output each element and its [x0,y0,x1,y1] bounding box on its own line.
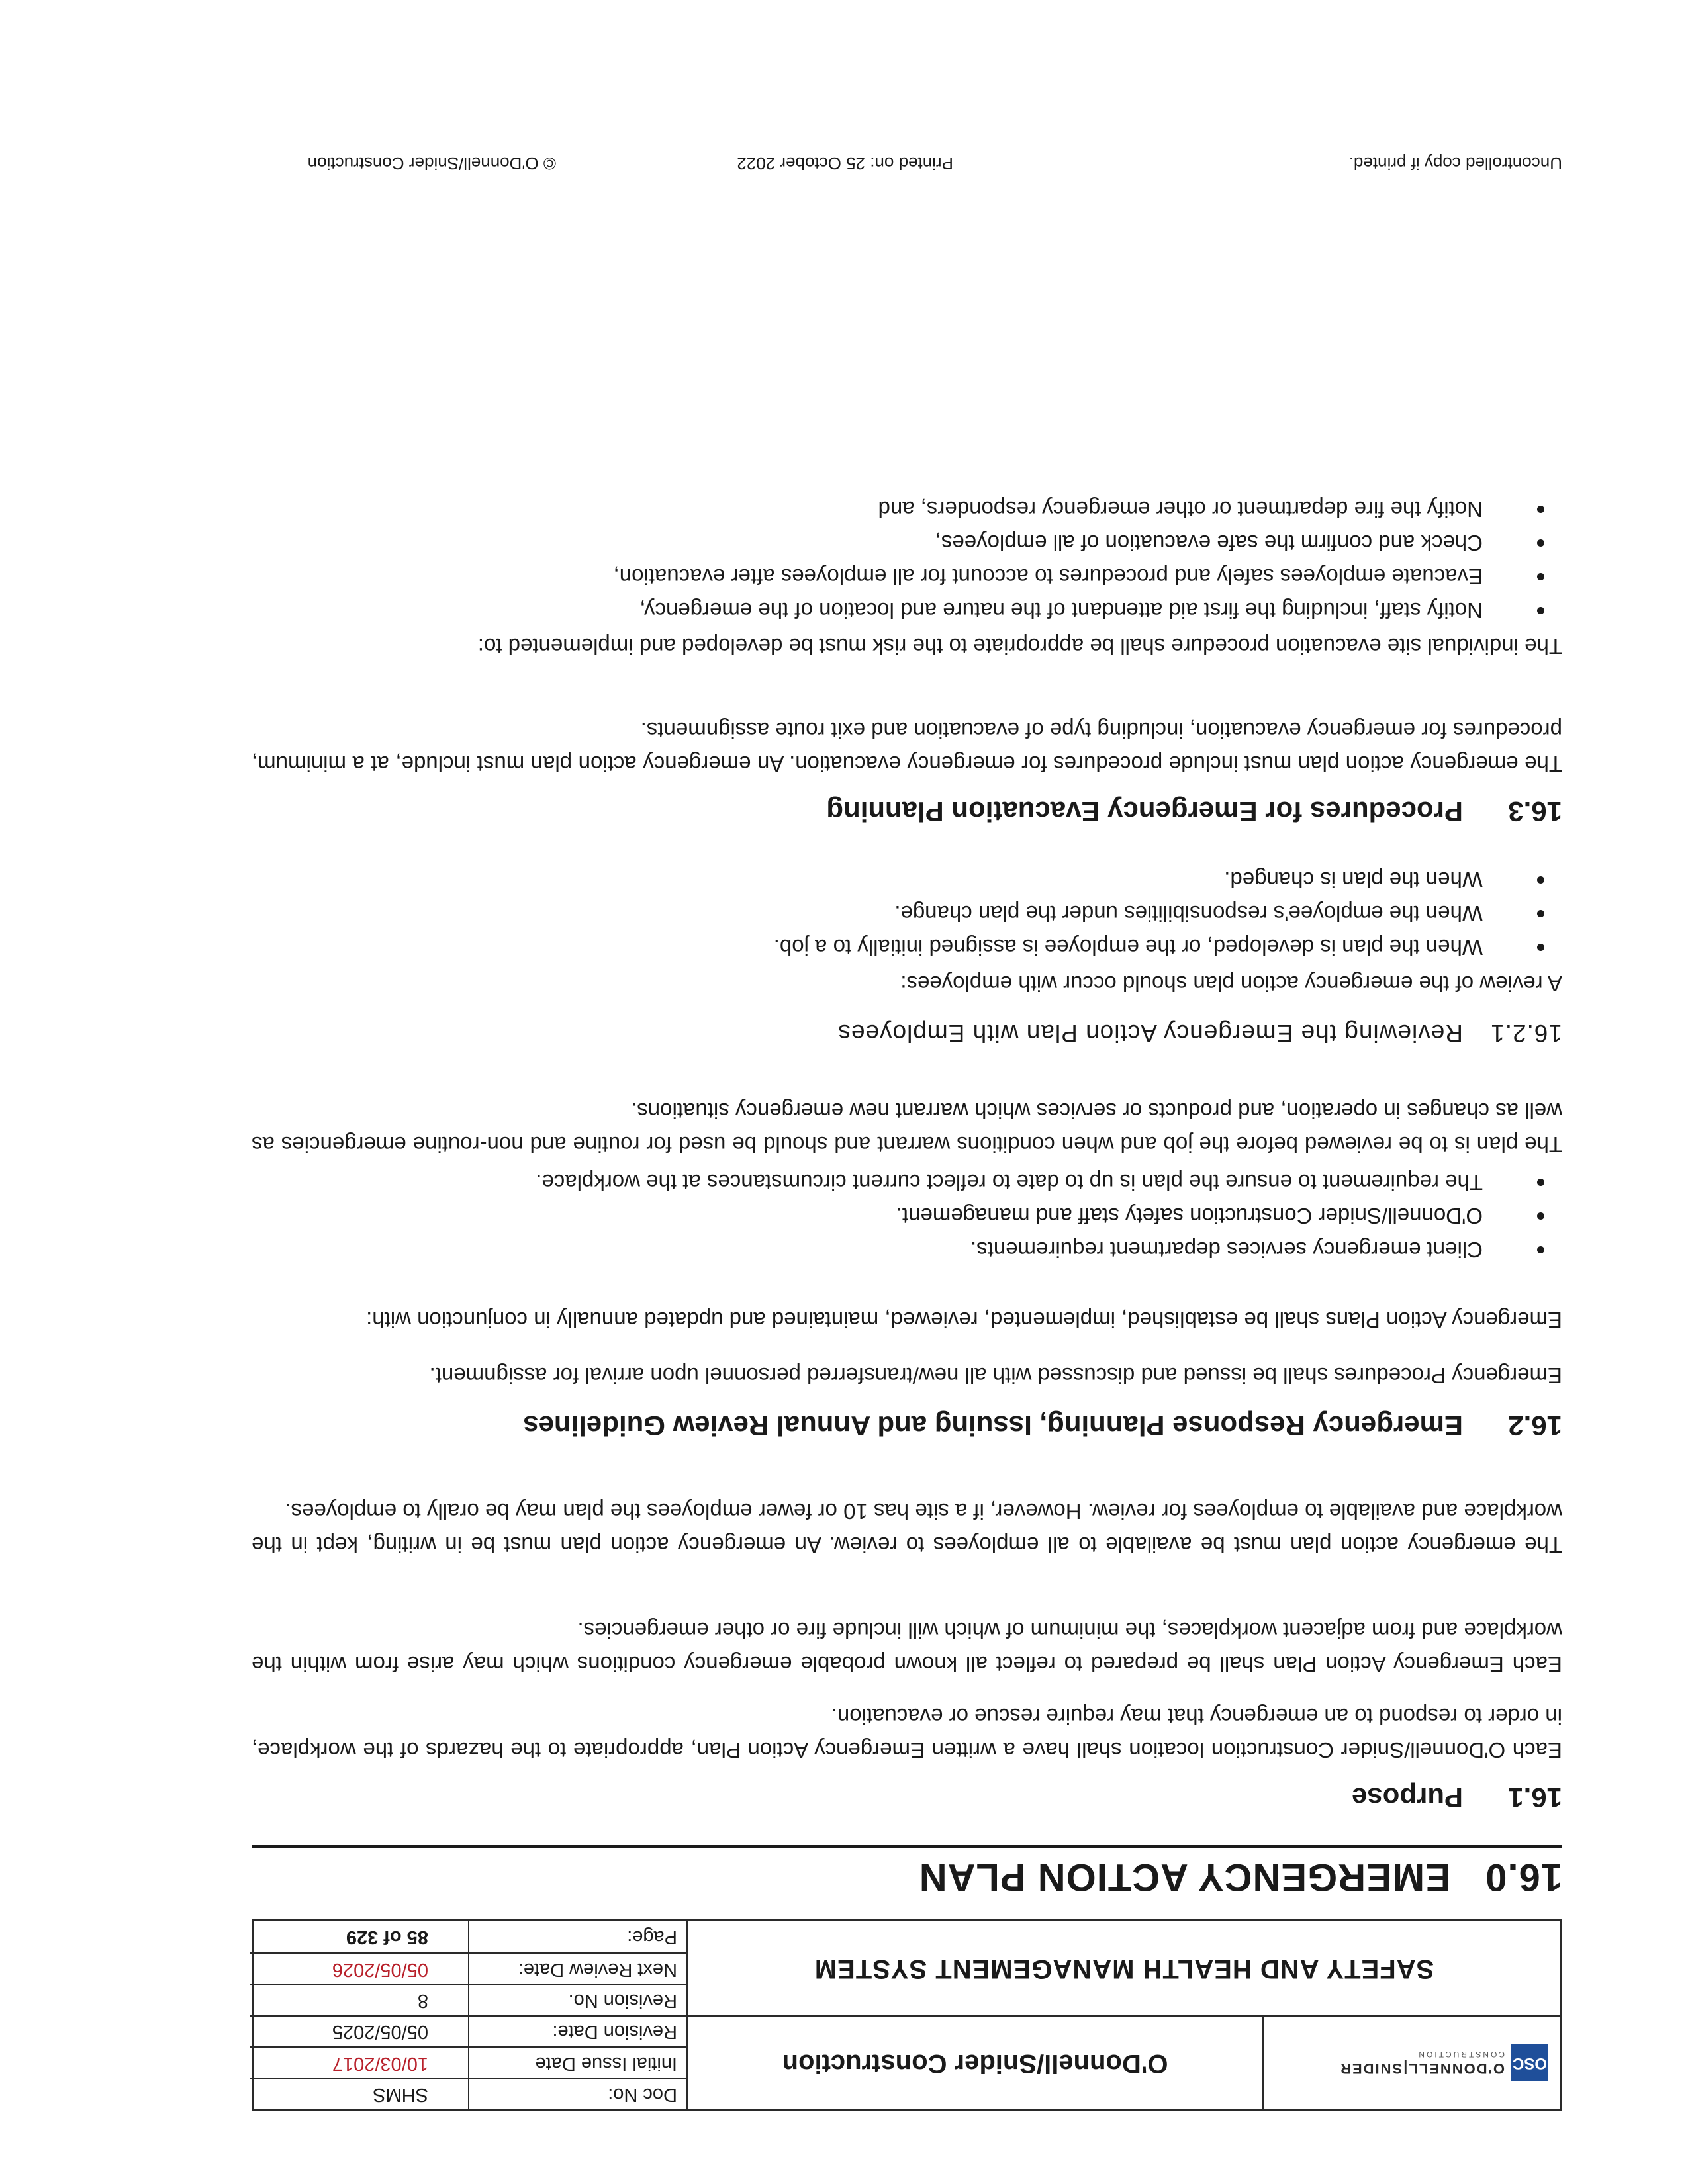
review-paragraph-1: A review of the emergency action plan should occur with employees: [900,972,1562,996]
logo-subtitle: CONSTRUCTION [1417,2050,1505,2060]
section-heading-16-2-1: 16.2.1Reviewing the Emergency Action Plan with Employees [837,1020,1562,1047]
document-header-table [252,1919,1562,2111]
revision-no-value: 8 [250,1984,468,2015]
evacuation-paragraph-2: The individual site evacuation procedure shall be appropriate to the risk must be developed and implemented to: [477,634,1562,659]
list-item: Notify the fire department or other emergency responders, and [252,492,1562,526]
initial-issue-date-label: Initial Issue Date [468,2046,686,2077]
revision-no-label: Revision No. [468,1984,686,2015]
section-heading-16-2: 16.2Emergency Response Planning, Issuing and Annual Review Guidelines [523,1410,1562,1441]
purpose-paragraph-1: Each O'Donnell/Snider Construction location shall have a written Emergency Action Plan, appropriate to the hazards of the workplace, in order to respond to an emergency that may require rescue or evacuation. [252,1704,1562,1762]
purpose-paragraph-2: Each Emergency Action Plan shall be prepared to reflect all known probable emergency conditions which may arise from within the workplace and from adjacent workplaces, the minimum of which will include fire or other emergencies. [252,1618,1562,1676]
chapter-title-text: EMERGENCY ACTION PLAN [918,1856,1451,1899]
purpose-paragraph-3: The emergency action plan must be available to all employees to review. An emergency action plan must be in writing, kept in the workplace and available to employees for review. However, if a site has 10 or fewer employees the plan may be orally to employees. [252,1499,1562,1557]
system-title: SAFETY AND HEALTH MANAGEMENT SYSTEM [686,1921,1560,2015]
list-item: The requirement to ensure the plan is up to date to reflect current circumstances at the workplace. [252,1165,1562,1199]
footer-printed-date: Printed on: 25 October 2022 [737,154,953,173]
planning-paragraph-3: The plan is to be reviewed before the job and when conditions warrant and should be used for routine and non-routine emergencies as well as changes in operation, and products or services which warrant new emergency situations. [252,1099,1562,1157]
logo-name: O'DONNELL|SNIDER [1339,2060,1505,2077]
list-item: When the employee's responsibilities under the plan change. [252,897,1562,931]
page-value: 85 of 329 [346,1927,428,1948]
chapter-number: 16.0 [1485,1856,1562,1899]
logo-mark: OSC [1511,2044,1548,2081]
section-heading-16-1: 16.1Purpose [1351,1782,1562,1813]
list-item: Client emergency services department requirements. [252,1233,1562,1267]
section-heading-16-3: 16.3Procedures for Emergency Evacuation Planning [826,796,1562,827]
revision-date-label: Revision Date: [468,2015,686,2046]
footer-copyright: © O'Donnell/Snider Construction [307,154,556,173]
next-review-date-value: 05/05/2026 [250,1952,468,1983]
page-label: Page: [468,1921,686,1952]
planning-paragraph-2: Emergency Action Plans shall be established, implemented, reviewed, maintained and updated annually in conjunction with: [366,1308,1562,1332]
doc-no-value: SHMS [250,2078,468,2109]
chapter-title [252,1855,1562,1899]
list-item: O'Donnell/Snider Construction safety staff and management. [252,1199,1562,1233]
revision-date-value: 05/05/2025 [250,2015,468,2046]
title-rule [252,1845,1562,1848]
doc-no-label: Doc No: [468,2078,686,2109]
footer-uncontrolled-note: Uncontrolled copy if printed. [1348,154,1562,173]
list-item: Evacuate employees safely and procedures to account for all employees after evacuation, [252,560,1562,594]
next-review-date-label: Next Review Date: [468,1952,686,1983]
list-item: Check and confirm the safe evacuation of all employees, [252,526,1562,560]
planning-paragraph-1: Emergency Procedures shall be issued and discussed with all new/transferred personnel upon arrival for assignment. [429,1363,1562,1388]
evacuation-paragraph-1: The emergency action plan must include procedures for emergency evacuation. An emergency action plan must include, at a minimum, procedures for emergency evacuation, including type of evacuation and exit route assignments. [252,718,1562,776]
company-logo [1262,2015,1560,2109]
evacuation-bullet-list [252,492,1562,627]
initial-issue-date-value: 10/03/2017 [250,2046,468,2077]
planning-bullet-list [252,1165,1562,1267]
list-item: Notify staff, including the first aid attendant of the nature and location of the emergency, [252,594,1562,627]
organization-name: O'Donnell/Snider Construction [686,2015,1262,2109]
list-item: When the plan is developed, or the employee is assigned initially to a job. [252,931,1562,964]
list-item: When the plan is changed. [252,863,1562,897]
review-bullet-list [252,863,1562,964]
